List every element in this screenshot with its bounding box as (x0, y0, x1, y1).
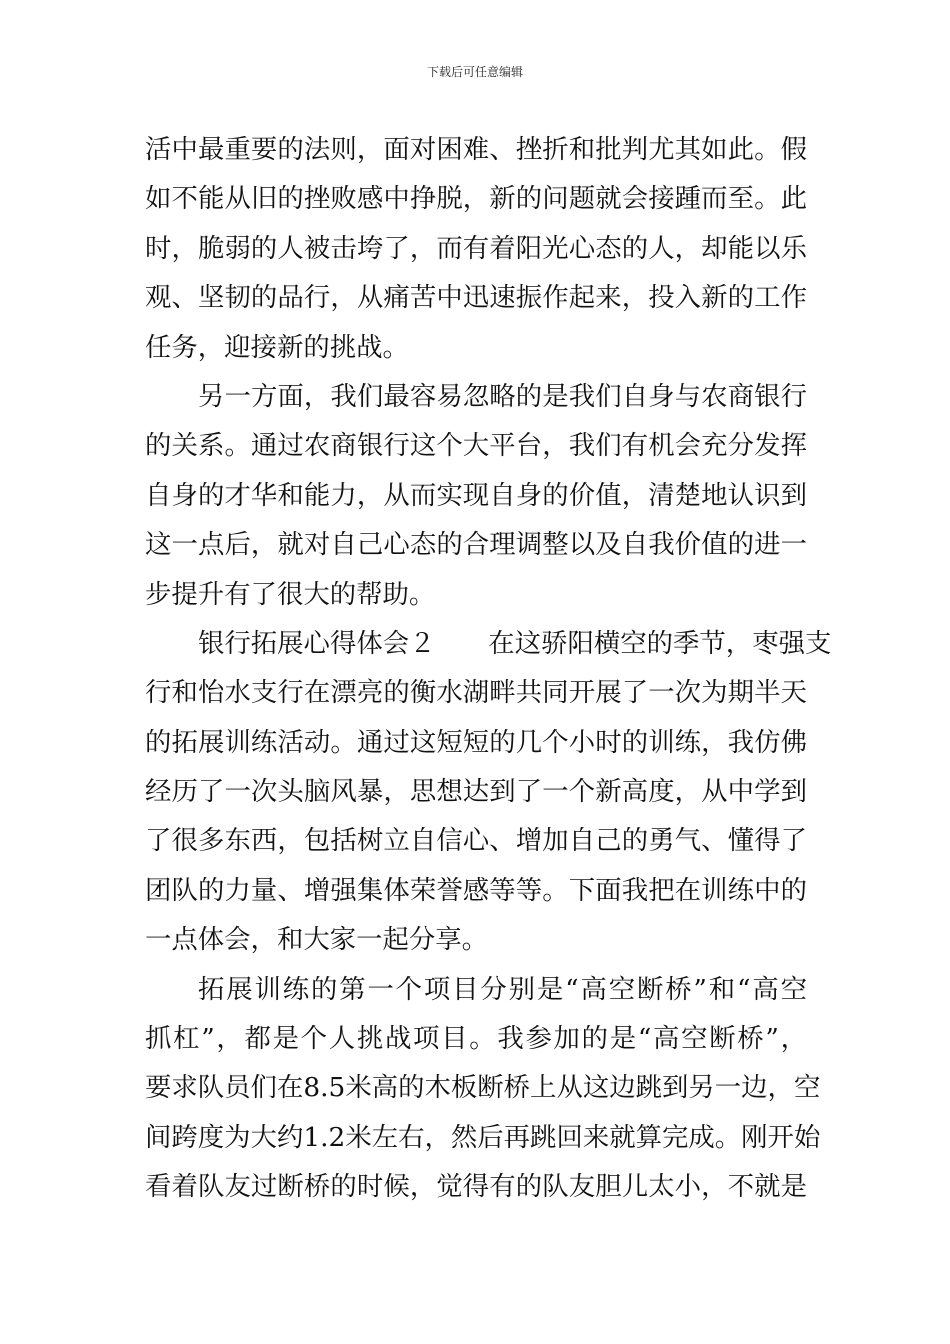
text-line: 步提升有了很大的帮助。 (145, 578, 436, 610)
text-line: 银行拓展心得体会２ 在这骄阳横空的季节，枣强支 (198, 627, 832, 659)
text-line: 团队的力量、增强集体荣誉感等等。下面我把在训练中的 (145, 874, 807, 906)
text-line: 任务，迎接新的挑战。 (145, 331, 409, 363)
text-line: 看着队友过断桥的时候，觉得有的队友胆儿太小，不就是 (145, 1171, 807, 1203)
text-line: 另一方面，我们最容易忽略的是我们自身与农商银行 (198, 380, 807, 412)
text-line: 了很多东西，包括树立自信心、增加自己的勇气、懂得了 (145, 825, 807, 857)
text-line: 要求队员们在8.5米高的木板断桥上从这边跳到另一边，空 (145, 1072, 821, 1104)
text-line: 拓展训练的第一个项目分别是“高空断桥”和“高空 (198, 973, 807, 1005)
text-line: 如不能从旧的挫败感中挣脱，新的问题就会接踵而至。此 (145, 183, 807, 215)
text-line: 经历了一次头脑风暴，思想达到了一个新高度，从中学到 (145, 776, 807, 808)
text-line: 抓杠”，都是个人挑战项目。我参加的是“高空断桥”， (145, 1023, 807, 1055)
text-line: 活中最重要的法则，面对困难、挫折和批判尤其如此。假 (145, 134, 807, 165)
text-line: 的拓展训练活动。通过这短短的几个小时的训练，我仿佛 (145, 726, 807, 758)
text-line: 间跨度为大约1.2米左右，然后再跳回来就算完成。刚开始 (145, 1121, 821, 1153)
text-line: 时，脆弱的人被击垮了，而有着阳光心态的人，却能以乐 (145, 232, 807, 264)
text-line: 这一点后，就对自己心态的合理调整以及自我价值的进一 (145, 529, 807, 561)
text-line: 观、坚韧的品行，从痛苦中迅速振作起来，投入新的工作 (145, 282, 807, 314)
page-header-note: 下载后可任意编辑 (426, 65, 523, 79)
text-line: 的关系。通过农商银行这个大平台，我们有机会充分发挥 (145, 430, 807, 462)
document-body (145, 125, 832, 1212)
text-line: 行和怡水支行在漂亮的衡水湖畔共同开展了一次为期半天 (145, 677, 807, 709)
text-line: 一点体会，和大家一起分享。 (145, 924, 489, 956)
text-line: 自身的才华和能力，从而实现自身的价值，清楚地认识到 (145, 479, 807, 511)
